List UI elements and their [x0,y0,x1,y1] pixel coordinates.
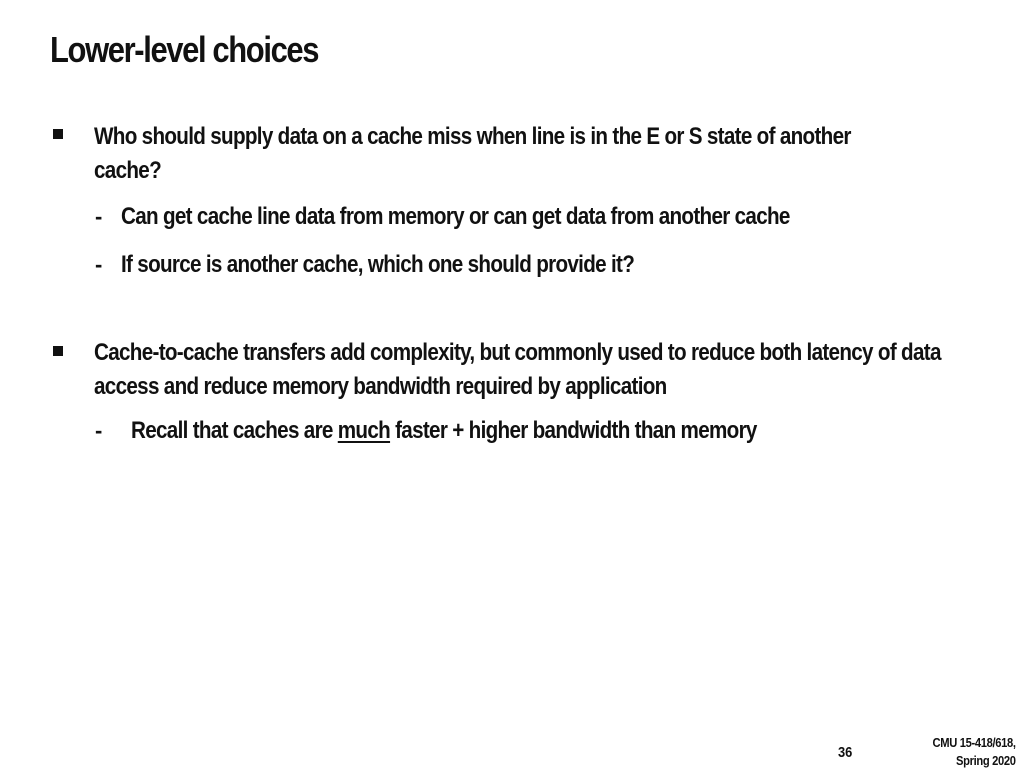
subpoint-prefix: Recall that caches are [131,417,338,444]
page-number: 36 [838,744,853,761]
bullet-2-text: Cache-to-cache transfers add complexity, but commonly used to reduce both latency of data access and reduce memory bandwidth required by application [94,339,941,400]
emphasis-much: much [337,417,391,444]
dash-icon: - [95,204,103,229]
course-name: CMU 15-418/618, [932,735,1016,750]
dash-icon: - [95,418,103,443]
bullet-square-icon [53,129,63,139]
bullet-1-subpoint-2: If source is another cache, which one should provide it? [121,251,635,278]
dash-icon: - [95,252,103,277]
bullet-1-text: Who should supply data on a cache miss when line is in the E or S state of another cache? [94,123,851,184]
bullet-1-subpoint-1: Can get cache line data from memory or can get data from another cache [121,203,790,230]
course-term: Spring 2020 [956,753,1016,768]
slide-title: Lower-level choices [50,29,319,70]
course-footer [933,734,1016,770]
bullet-2-subpoint-1 [131,416,757,446]
subpoint-suffix: faster + higher bandwidth than memory [390,417,757,444]
bullet-square-icon [53,346,63,356]
